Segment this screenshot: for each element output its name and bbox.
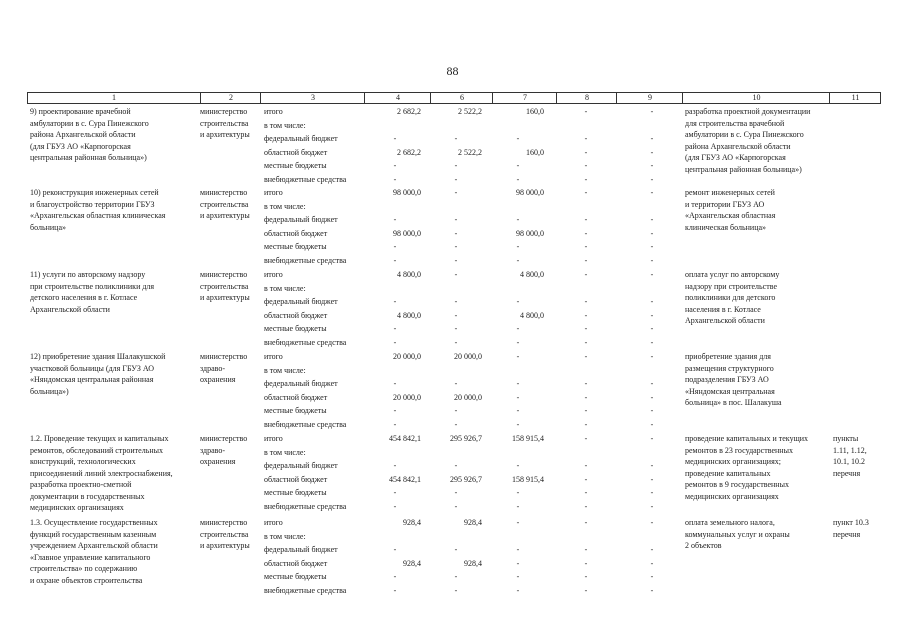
value-c6: 928,4 (464, 558, 482, 568)
value-c9: - (650, 474, 654, 484)
executor: и архитектуры (200, 541, 250, 550)
value-c7: - (516, 352, 520, 361)
expected-result: оплата услуг по авторскому (685, 270, 780, 279)
funding-source-label: федеральный бюджет (264, 297, 338, 306)
expected-result: проведение капитальных и текущих (685, 434, 809, 443)
value-c8: - (584, 518, 588, 527)
value-c6: - (454, 572, 458, 581)
value-c8: - (584, 174, 588, 184)
value-c8: - (584, 461, 588, 470)
funding-source-label: областной бюджет (264, 474, 328, 484)
value-c6: - (454, 297, 458, 306)
value-c4: 4 800,0 (397, 270, 421, 279)
expected-result: ремонтов в 9 государственных (685, 480, 789, 489)
funding-source-label: местные бюджеты (264, 406, 327, 415)
value-c6: 295 926,7 (450, 434, 482, 443)
expected-result: проведение капитальных (685, 468, 771, 478)
reference: перечня (833, 529, 861, 539)
measure-name: присоединений линий электроснабжения, (30, 468, 173, 478)
value-c6: 2 522,2 (458, 107, 482, 116)
value-c4: - (393, 461, 397, 470)
expected-result: и территории ГБУЗ АО (685, 199, 765, 209)
value-c9: - (650, 161, 654, 170)
value-c4: - (393, 324, 397, 333)
executor: министерство (200, 518, 248, 527)
value-c7: - (516, 545, 520, 554)
header-col-11: 11 (829, 93, 881, 103)
funding-source-label: внебюджетные средства (264, 419, 347, 429)
value-c9: - (650, 558, 654, 568)
funding-source-label: итого (264, 270, 283, 279)
funding-source-label: федеральный бюджет (264, 545, 338, 554)
value-c8: - (584, 242, 588, 251)
value-c8: - (584, 392, 588, 402)
expected-result: ремонт инженерных сетей (685, 188, 775, 197)
value-c6: - (454, 310, 458, 320)
value-c4: 98 000,0 (393, 188, 421, 197)
executor: министерство (200, 107, 248, 116)
funding-source-label: итого (264, 352, 283, 361)
value-c4: 4 800,0 (397, 310, 421, 320)
executor: охранения (200, 375, 236, 384)
value-c4: - (393, 572, 397, 581)
reference: пункт 10.3 (833, 518, 869, 527)
executor: строительства (200, 281, 249, 291)
funding-source-label: федеральный бюджет (264, 379, 338, 388)
value-c7: - (516, 518, 520, 527)
executor: министерство (200, 188, 248, 197)
funding-source-label: внебюджетные средства (264, 255, 347, 265)
funding-source-label: в том числе: (264, 201, 306, 211)
value-c7: - (516, 392, 520, 402)
value-c9: - (650, 310, 654, 320)
value-c6: - (454, 585, 458, 595)
expected-result: медицинских организациях; (685, 457, 781, 466)
value-c4: - (393, 134, 397, 143)
measure-name: 1.2. Проведение текущих и капитальных (30, 434, 169, 443)
expected-result: подразделения ГБУЗ АО (685, 375, 769, 384)
funding-source-label: местные бюджеты (264, 488, 327, 497)
funding-source-label: внебюджетные средства (264, 337, 347, 347)
value-c4: 928,4 (403, 558, 421, 568)
value-c8: - (584, 501, 588, 511)
value-c7: - (516, 255, 520, 265)
value-c6: - (454, 379, 458, 388)
expected-result: района Архангельской области (685, 141, 791, 151)
value-c9: - (650, 107, 654, 116)
value-c6: 2 522,2 (458, 147, 482, 157)
funding-source-label: областной бюджет (264, 558, 328, 568)
value-c4: - (393, 406, 397, 415)
value-c4: - (393, 379, 397, 388)
value-c7: 160,0 (526, 147, 544, 157)
executor: здраво- (200, 445, 226, 455)
expected-result: клиническая больница» (685, 222, 767, 232)
funding-source-label: итого (264, 434, 283, 443)
reference: 1.11, 1.12, (833, 445, 867, 455)
value-c9: - (650, 585, 654, 595)
funding-source-label: в том числе: (264, 531, 306, 541)
executor: строительства (200, 529, 249, 539)
value-c8: - (584, 147, 588, 157)
value-c9: - (650, 379, 654, 388)
value-c9: - (650, 270, 654, 279)
value-c7: 158 915,4 (512, 434, 544, 443)
value-c9: - (650, 434, 654, 443)
value-c8: - (584, 572, 588, 581)
value-c9: - (650, 324, 654, 333)
value-c8: - (584, 558, 588, 568)
value-c7: 160,0 (526, 107, 544, 116)
measure-name: Архангельской области (30, 304, 110, 314)
funding-source-label: внебюджетные средства (264, 174, 347, 184)
funding-source-label: в том числе: (264, 120, 306, 130)
executor: здраво- (200, 363, 226, 373)
measure-name: документации в государственных (30, 491, 145, 501)
value-c7: 98 000,0 (516, 228, 544, 238)
measure-name: центральная районная больница») (30, 153, 147, 162)
value-c4: - (393, 585, 397, 595)
expected-result: для строительства врачебной (685, 118, 785, 128)
value-c4: 98 000,0 (393, 228, 421, 238)
value-c7: - (516, 161, 520, 170)
value-c8: - (584, 379, 588, 388)
funding-source-label: федеральный бюджет (264, 134, 338, 143)
value-c8: - (584, 352, 588, 361)
value-c9: - (650, 297, 654, 306)
value-c4: - (393, 545, 397, 554)
value-c6: - (454, 337, 458, 347)
measure-name: 1.3. Осуществление государственных (30, 518, 158, 527)
expected-result: приобретение здания для (685, 352, 771, 361)
reference: перечня (833, 468, 861, 478)
funding-source-label: местные бюджеты (264, 161, 327, 170)
value-c8: - (584, 406, 588, 415)
value-c4: - (393, 242, 397, 251)
measure-name: больница» (30, 222, 66, 232)
value-c7: 158 915,4 (512, 474, 544, 484)
value-c7: - (516, 297, 520, 306)
measure-name: больница») (30, 386, 69, 396)
expected-result: «Архангельская областная (685, 211, 776, 220)
value-c6: - (454, 461, 458, 470)
funding-source-label: местные бюджеты (264, 572, 327, 581)
header-col-3: 3 (260, 93, 365, 103)
funding-source-label: местные бюджеты (264, 324, 327, 333)
value-c6: - (454, 215, 458, 224)
value-c6: 295 926,7 (450, 474, 482, 484)
value-c4: 454 842,1 (389, 434, 421, 443)
value-c4: 2 682,2 (397, 147, 421, 157)
expected-result: (для ГБУЗ АО «Карпогорская (685, 153, 786, 162)
measure-name: (для ГБУЗ АО «Карпогорская (30, 141, 131, 151)
value-c4: 20 000,0 (393, 392, 421, 402)
executor: министерство (200, 270, 248, 279)
value-c9: - (650, 392, 654, 402)
value-c6: - (454, 501, 458, 511)
value-c9: - (650, 352, 654, 361)
header-col-1: 1 (112, 93, 116, 102)
value-c7: - (516, 134, 520, 143)
funding-source-label: итого (264, 107, 283, 116)
executor: строительства (200, 118, 249, 128)
value-c4: 20 000,0 (393, 352, 421, 361)
value-c6: 928,4 (464, 518, 482, 527)
value-c6: - (454, 228, 458, 238)
value-c7: - (516, 406, 520, 415)
value-c9: - (650, 419, 654, 429)
value-c9: - (650, 134, 654, 143)
expected-result: амбулатории в с. Сура Пинежского (685, 130, 804, 139)
value-c4: - (393, 337, 397, 347)
value-c8: - (584, 297, 588, 306)
value-c4: - (393, 255, 397, 265)
value-c4: - (393, 501, 397, 511)
measure-name: «Няндомская центральная районная (30, 375, 154, 384)
expected-result: разработка проектной документации (685, 107, 811, 116)
value-c6: 20 000,0 (454, 352, 482, 361)
value-c8: - (584, 434, 588, 443)
value-c8: - (584, 324, 588, 333)
value-c7: - (516, 461, 520, 470)
value-c4: 2 682,2 (397, 107, 421, 116)
value-c6: - (454, 419, 458, 429)
funding-source-label: итого (264, 188, 283, 197)
value-c6: - (454, 255, 458, 265)
measure-name: разработка проектно-сметной (30, 480, 132, 489)
measure-name: амбулатории в с. Сура Пинежского (30, 118, 149, 128)
expected-result: коммунальных услуг и охраны (685, 529, 790, 539)
expected-result: населения в г. Котласе (685, 304, 761, 314)
reference: пункты (833, 434, 859, 443)
value-c9: - (650, 488, 654, 497)
header-col-6: 6 (430, 93, 493, 103)
value-c8: - (584, 188, 588, 197)
value-c4: - (393, 297, 397, 306)
expected-result: «Няндомская центральная (685, 386, 775, 396)
measure-name: и охране объектов строительства (30, 575, 143, 585)
expected-result: медицинских организациях (685, 491, 779, 501)
measure-name: «Главное управление капитального (30, 552, 151, 562)
value-c8: - (584, 161, 588, 170)
value-c8: - (584, 337, 588, 347)
value-c6: 20 000,0 (454, 392, 482, 402)
value-c6: - (454, 242, 458, 251)
value-c7: - (516, 572, 520, 581)
value-c9: - (650, 545, 654, 554)
value-c6: - (454, 134, 458, 143)
funding-source-label: федеральный бюджет (264, 461, 338, 470)
value-c7: - (516, 419, 520, 429)
measure-name: 12) приобретение здания Шалакушской (30, 352, 166, 361)
value-c4: 928,4 (403, 518, 421, 527)
measure-name: 10) реконструкция инженерных сетей (30, 188, 159, 197)
value-c7: - (516, 558, 520, 568)
value-c4: - (393, 215, 397, 224)
value-c8: - (584, 545, 588, 554)
value-c8: - (584, 419, 588, 429)
measure-name: функций государственным казенным (30, 529, 157, 539)
value-c8: - (584, 585, 588, 595)
header-col-9: 9 (616, 93, 683, 103)
funding-source-label: областной бюджет (264, 392, 328, 402)
value-c9: - (650, 242, 654, 251)
header-col-10: 10 (682, 93, 830, 103)
funding-source-label: областной бюджет (264, 147, 328, 157)
value-c9: - (650, 337, 654, 347)
value-c6: - (454, 488, 458, 497)
funding-source-label: в том числе: (264, 365, 306, 375)
value-c8: - (584, 107, 588, 116)
value-c6: - (454, 174, 458, 184)
value-c7: - (516, 585, 520, 595)
header-col-2: 2 (200, 93, 261, 103)
measure-name: 9) проектирование врачебной (30, 107, 131, 116)
measure-name: и благоустройство территории ГБУЗ (30, 199, 155, 209)
table-header (27, 92, 881, 104)
executor: и архитектуры (200, 293, 250, 302)
header-col-7: 7 (492, 93, 557, 103)
value-c7: 98 000,0 (516, 188, 544, 197)
value-c6: - (454, 545, 458, 554)
measure-name: 11) услуги по авторскому надзору (30, 270, 146, 279)
value-c6: - (454, 161, 458, 170)
expected-result: 2 объектов (685, 541, 722, 550)
value-c8: - (584, 270, 588, 279)
measure-name: участковой больницы (для ГБУЗ АО (30, 363, 154, 373)
funding-source-label: областной бюджет (264, 228, 328, 238)
funding-source-label: внебюджетные средства (264, 585, 347, 595)
value-c9: - (650, 188, 654, 197)
funding-source-label: в том числе: (264, 447, 306, 457)
value-c9: - (650, 518, 654, 527)
expected-result: надзору при строительстве (685, 281, 778, 291)
value-c6: - (454, 270, 458, 279)
value-c7: - (516, 379, 520, 388)
measure-name: конструкций, технологических (30, 457, 136, 466)
value-c9: - (650, 461, 654, 470)
measure-name: района Архангельской области (30, 130, 136, 139)
value-c9: - (650, 228, 654, 238)
expected-result: больница» в пос. Шалакуша (685, 398, 782, 407)
funding-source-label: в том числе: (264, 283, 306, 293)
header-col-4: 4 (364, 93, 431, 103)
value-c8: - (584, 488, 588, 497)
expected-result: центральная районная больница») (685, 164, 802, 174)
value-c6: - (454, 188, 458, 197)
value-c8: - (584, 134, 588, 143)
value-c7: 4 800,0 (520, 270, 544, 279)
measure-name: учреждением Архангельской области (30, 541, 158, 550)
value-c4: - (393, 161, 397, 170)
expected-result: поликлиники для детского (685, 293, 776, 302)
value-c7: - (516, 324, 520, 333)
value-c7: - (516, 174, 520, 184)
expected-result: Архангельской области (685, 316, 765, 325)
value-c4: - (393, 419, 397, 429)
funding-source-label: федеральный бюджет (264, 215, 338, 224)
value-c8: - (584, 310, 588, 320)
value-c9: - (650, 255, 654, 265)
value-c9: - (650, 174, 654, 184)
measure-name: ремонтов, обследований строительных (30, 445, 164, 455)
value-c9: - (650, 406, 654, 415)
value-c9: - (650, 501, 654, 511)
funding-source-label: местные бюджеты (264, 242, 327, 251)
expected-result: ремонтов в 23 государственных (685, 445, 793, 455)
measure-name: «Архангельская областная клиническая (30, 211, 166, 220)
executor: министерство (200, 352, 248, 361)
funding-source-label: итого (264, 518, 283, 527)
expected-result: оплата земельного налога, (685, 518, 775, 527)
value-c7: 4 800,0 (520, 310, 544, 320)
value-c8: - (584, 255, 588, 265)
measure-name: детского населения в г. Котласе (30, 293, 138, 302)
executor: строительства (200, 199, 249, 209)
header-col-8: 8 (556, 93, 617, 103)
value-c7: - (516, 337, 520, 347)
value-c8: - (584, 215, 588, 224)
funding-source-label: внебюджетные средства (264, 501, 347, 511)
executor: охранения (200, 457, 236, 466)
measure-name: при строительстве поликлиники для (30, 281, 155, 291)
value-c9: - (650, 215, 654, 224)
executor: министерство (200, 434, 248, 443)
executor: и архитектуры (200, 211, 250, 220)
value-c4: - (393, 174, 397, 184)
value-c9: - (650, 572, 654, 581)
executor: и архитектуры (200, 130, 250, 139)
reference: 10.1, 10.2 (833, 457, 865, 466)
value-c6: - (454, 324, 458, 333)
measure-name: медицинских организациях (30, 503, 124, 512)
value-c6: - (454, 406, 458, 415)
value-c8: - (584, 474, 588, 484)
value-c4: 454 842,1 (389, 474, 421, 484)
value-c7: - (516, 488, 520, 497)
funding-source-label: областной бюджет (264, 310, 328, 320)
value-c7: - (516, 501, 520, 511)
measure-name: строительства» по содержанию (30, 564, 138, 573)
value-c4: - (393, 488, 397, 497)
expected-result: размещения структурного (685, 363, 774, 373)
value-c7: - (516, 215, 520, 224)
value-c8: - (584, 228, 588, 238)
value-c7: - (516, 242, 520, 251)
page-number: 88 (446, 64, 459, 78)
value-c9: - (650, 147, 654, 157)
